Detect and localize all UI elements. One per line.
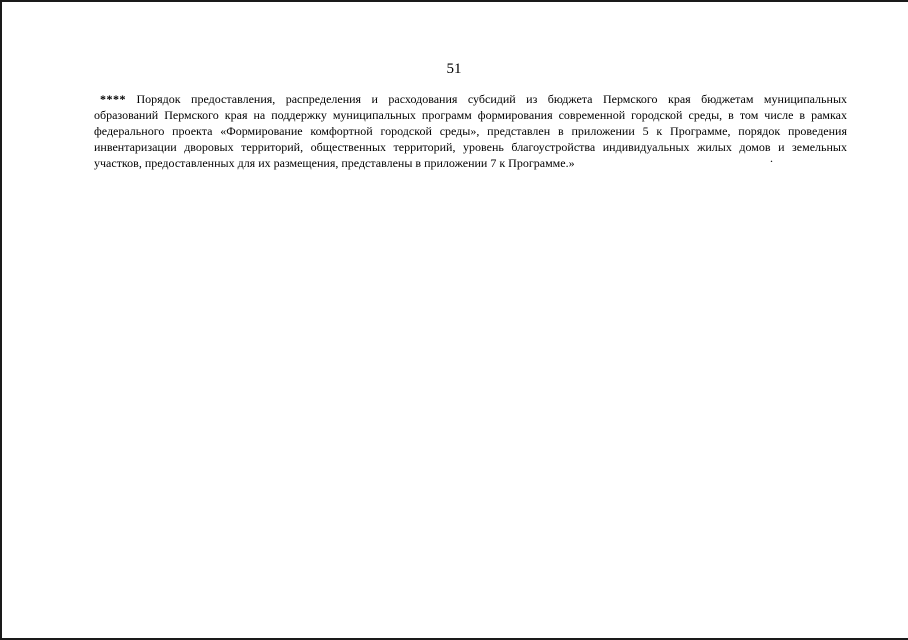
- footnote-marker: ****: [100, 92, 126, 106]
- page-number: 51: [446, 61, 462, 77]
- footnote-line-2: образований Пермского края на поддержку муниципальных программ формирования современной городской среды, в том числе в рамках: [94, 108, 847, 122]
- footnote-line-5: участков, предоставленных для их размещения, представлены в приложении 7 к Программе.»: [94, 156, 575, 170]
- footnote-line-3: федерального проекта «Формирование комфортной городской среды», представлен в приложении 5 к Программе, порядок проведения: [94, 124, 847, 138]
- stray-mark: .: [770, 151, 773, 165]
- footnote-paragraph: [94, 91, 847, 171]
- footnote-line-4: инвентаризации дворовых территорий, общественных территорий, уровень благоустройства индивидуальных жилых домов и земельных: [94, 140, 847, 154]
- scan-edge-left: [0, 0, 2, 640]
- footnote-line-1-text: Порядок предоставления, распределения и расходования субсидий из бюджета Пермского края бюджетам муниципальных: [136, 92, 848, 106]
- footnote-line-1: [94, 91, 847, 107]
- scan-edge-top: [0, 0, 908, 2]
